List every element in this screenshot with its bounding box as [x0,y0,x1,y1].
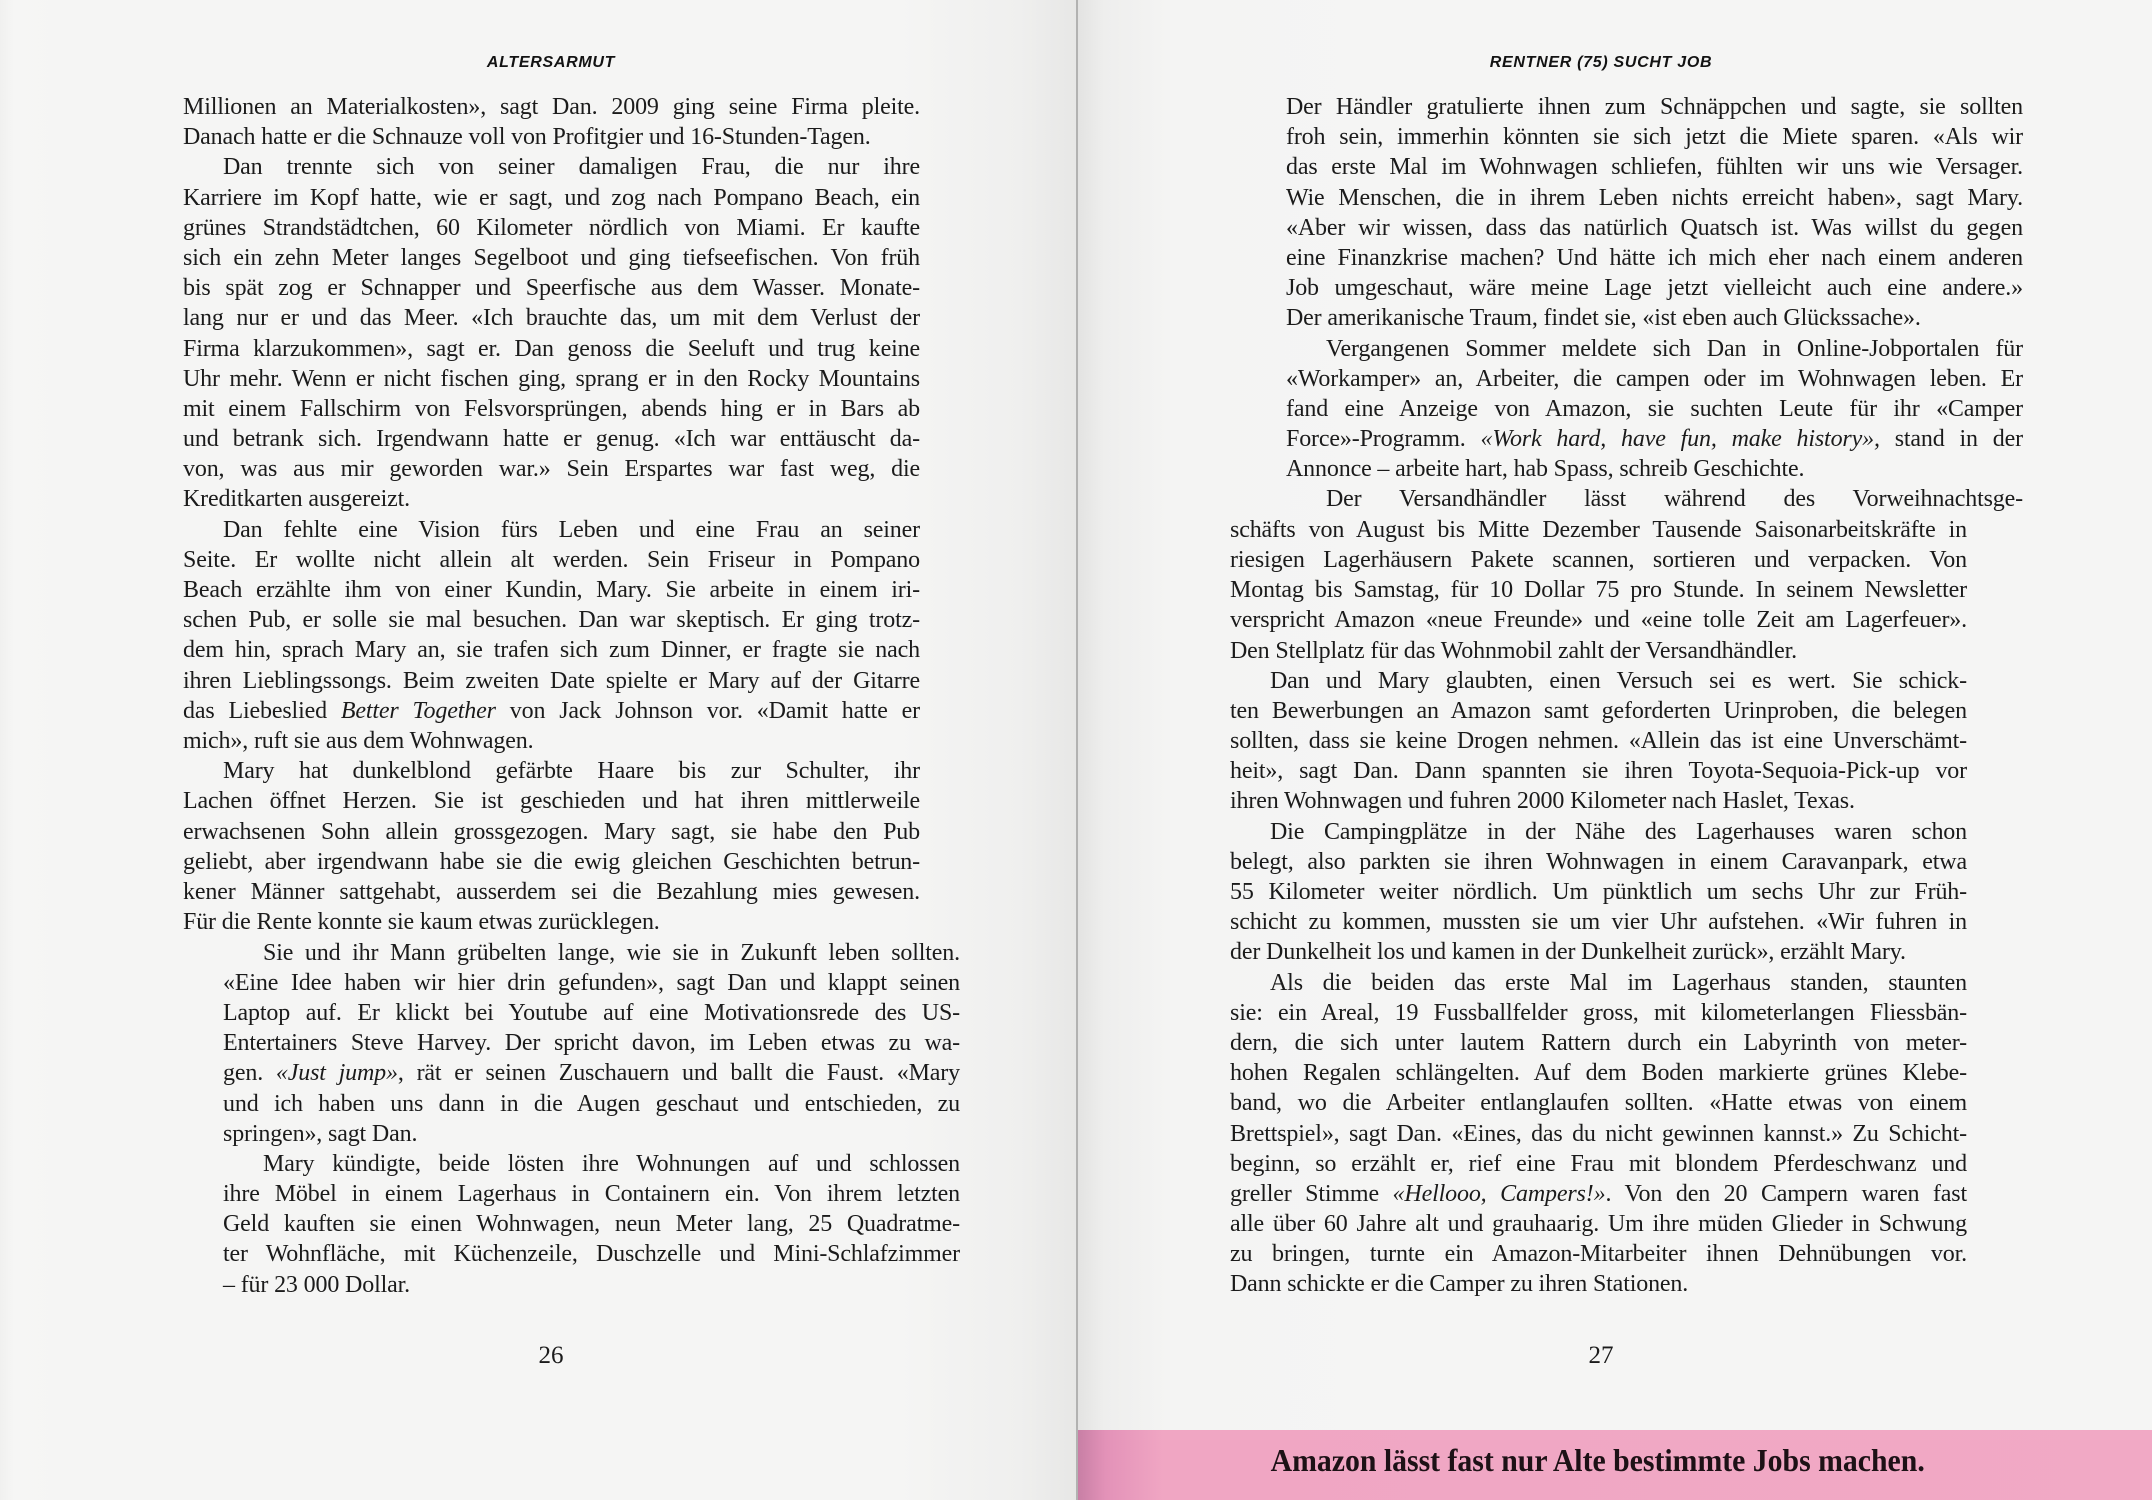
text-line: zu bringen, turnte ein Amazon-Mitarbeiter ihnen Dehnübungen vor. [1230,1241,1967,1268]
text-line: Der amerikanische Traum, findet sie, «ist eben auch Glückssache». [1286,305,1921,332]
caption-banner [1078,1430,2152,1500]
text-line: ihren Lieblingssongs. Beim zweiten Date spielte er Mary auf der Gitarre [183,667,920,694]
text-line: Für die Rente konnte sie kaum etwas zurücklegen. [183,909,660,936]
text-line: Force»-Programm. «Work hard, have fun, make history», stand in der [1286,426,2023,453]
text-line: hohen Regalen schlängelten. Auf dem Boden markierte grünes Klebe- [1230,1060,1967,1087]
text-line: Kreditkarten ausgereizt. [183,486,410,513]
text-block-left-upper [183,92,920,937]
text-line: ter Wohnfläche, mit Küchenzeile, Duschzelle und Mini-Schlafzimmer [223,1241,960,1268]
text-line: belegt, also parkten sie ihren Wohnwagen in einem Caravanpark, etwa [1230,848,1967,875]
text-line: lang nur er und das Meer. «Ich brauchte das, um mit dem Verlust der [183,305,920,332]
text-line: ihre Möbel in einem Lagerhaus in Containern ein. Von ihrem letzten [223,1181,960,1208]
page-number-left: 26 [538,1342,564,1369]
text-line: Uhr mehr. Wenn er nicht fischen ging, sprang er in den Rocky Mountains [183,365,920,392]
text-line: geliebt, aber irgendwann habe sie die ewig gleichen Geschichten betrun- [183,848,920,875]
text-line: sie: ein Areal, 19 Fussballfelder gross, mit kilometerlangen Fliessbän- [1230,999,1967,1026]
text-line: Dan fehlte eine Vision fürs Leben und eine Frau an seiner [223,516,920,543]
text-line: Wie Menschen, die in ihrem Leben nichts erreicht haben», sagt Mary. [1286,184,2023,211]
page-number-right: 27 [1588,1342,1614,1369]
text-line: Millionen an Materialkosten», sagt Dan. 2009 ging seine Firma pleite. [183,94,920,120]
text-line: greller Stimme «Hellooo, Campers!». Von den 20 Campern waren fast [1230,1180,1967,1207]
text-line: Mary hat dunkelblond gefärbte Haare bis zur Schulter, ihr [223,758,920,785]
text-line: Dan und Mary glaubten, einen Versuch sei es wert. Sie schick- [1270,667,1967,694]
text-line: sollten, dass sie keine Drogen nehmen. «Allein das ist eine Unverschämt- [1230,728,1967,755]
text-line: sich ein zehn Meter langes Segelboot und ging tiefseefischen. Von früh [183,244,920,271]
text-line: Der Händler gratulierte ihnen zum Schnäppchen und sagte, sie sollten [1286,94,2023,120]
text-line: dem hin, sprach Mary an, sie trafen sich zum Dinner, er fragte sie nach [183,637,920,664]
text-line: heit», sagt Dan. Dann spannten sie ihren Toyota-Sequoia-Pick-up vor [1230,758,1967,785]
text-line: das erste Mal im Wohnwagen schliefen, fühlten wir uns wie Versager. [1286,154,2023,181]
text-line: froh sein, immerhin könnten sie sich jetzt die Miete sparen. «Als wir [1286,124,2023,151]
text-line: Sie und ihr Mann grübelten lange, wie sie in Zukunft leben sollten. [263,939,960,966]
text-line: bis spät zog er Schnapper und Speerfische aus dem Wasser. Monate- [183,275,920,302]
text-line: alle über 60 Jahre alt und grauhaarig. Um ihre müden Glieder in Schwung [1230,1211,1967,1238]
text-line: «Aber wir wissen, dass das natürlich Quatsch ist. Was willst du gegen [1286,214,2023,241]
text-line: Der Versandhändler lässt während des Vorweihnachtsge- [1326,486,2023,513]
text-line: Laptop auf. Er klickt bei Youtube auf eine Motivationsrede des US- [223,999,960,1026]
text-line: und betrank sich. Irgendwann hatte er genug. «Ich war enttäuscht da- [183,426,920,453]
text-line: Brettspiel», sagt Dan. «Eines, das du nicht gewinnen kannst.» Zu Schicht- [1230,1120,1967,1147]
text-line: «Workamper» an, Arbeiter, die campen oder im Wohnwagen leben. Er [1286,365,2023,392]
text-block-left-lower [223,938,960,1300]
text-line: Montag bis Samstag, für 10 Dollar 75 pro Stunde. In seinem Newsletter [1230,577,1967,604]
text-line: der Dunkelheit los und kamen in der Dunkelheit zurück», erzählt Mary. [1230,939,1906,966]
text-line: von, was aus mir geworden war.» Sein Erspartes war fast weg, die [183,456,920,483]
text-line: Firma klarzukommen», sagt er. Dan genoss die Seeluft und trug keine [183,335,920,362]
text-line: band, wo die Arbeiter entlanglaufen sollten. «Hatte etwas von einem [1230,1090,1967,1117]
text-line: springen», sagt Dan. [223,1120,418,1147]
text-line: 55 Kilometer weiter nördlich. Um pünktlich um sechs Uhr zur Früh- [1230,879,1967,906]
text-line: erwachsenen Sohn allein grossgezogen. Mary sagt, sie habe den Pub [183,818,920,845]
text-block-right-lower [1230,515,1967,1300]
text-line: Die Campingplätze in der Nähe des Lagerhauses waren schon [1270,818,1967,845]
text-line: Job umgeschaut, wäre meine Lage jetzt vielleicht auch eine andere.» [1286,275,2023,302]
text-line: gen. «Just jump», rät er seinen Zuschauern und ballt die Faust. «Mary [223,1060,960,1087]
text-line: schicht zu kommen, mussten sie um vier Uhr aufstehen. «Wir fuhren in [1230,909,1967,936]
running-head-right: RENTNER (75) SUCHT JOB [1489,54,1713,71]
text-line: eine Finanzkrise machen? Und hätte ich mich eher nach einem anderen [1286,244,2023,271]
caption-banner-text: Amazon lässt fast nur Alte bestimmte Jobs machen. [1270,1441,1926,1478]
text-line: grünes Strandstädtchen, 60 Kilometer nördlich von Miami. Er kaufte [183,214,920,241]
text-line: riesigen Lagerhäusern Pakete scannen, sortieren und verpacken. Von [1230,546,1967,573]
text-line: ten Bewerbungen an Amazon samt geforderten Urinproben, die belegen [1230,697,1967,724]
text-line: Den Stellplatz für das Wohnmobil zahlt der Versandhändler. [1230,637,1798,664]
text-line: Dann schickte er die Camper zu ihren Stationen. [1230,1271,1689,1298]
text-line: mich», ruft sie aus dem Wohnwagen. [183,727,534,754]
text-line: Beach erzählte ihm von einer Kundin, Mary. Sie arbeite in einem iri- [183,577,920,603]
text-line: Geld kauften sie einen Wohnwagen, neun Meter lang, 25 Quadratme- [223,1211,960,1238]
text-line: – für 23 000 Dollar. [223,1271,410,1298]
text-line: und ich haben uns dann in die Augen geschaut und entschieden, zu [223,1090,960,1117]
running-head-left: ALTERSARMUT [486,54,616,71]
text-line: Mary kündigte, beide lösten ihre Wohnungen auf und schlossen [263,1150,960,1177]
text-line: kener Männer sattgehabt, ausserdem sei die Bezahlung mies gewesen. [183,878,920,905]
text-line: schäfts von August bis Mitte Dezember Tausende Saisonarbeitskräfte in [1230,516,1967,543]
text-line: beginn, so erzählt er, rief eine Frau mit blondem Pferdeschwanz und [1230,1150,1967,1177]
text-line: «Eine Idee haben wir hier drin gefunden», sagt Dan und klappt seinen [223,969,960,996]
text-line: dern, die sich unter lautem Rattern durch ein Labyrinth von meter- [1230,1029,1967,1056]
text-line: Lachen öffnet Herzen. Sie ist geschieden und hat ihren mittlerweile [183,788,920,815]
text-line: fand eine Anzeige von Amazon, sie suchten Leute für ihr «Camper [1286,395,2023,422]
text-line: das Liebeslied Better Together von Jack Johnson vor. «Damit hatte er [183,697,920,724]
text-line: verspricht Amazon «neue Freunde» und «eine tolle Zeit am Lagerfeuer». [1230,607,1967,634]
text-line: mit einem Fallschirm von Felsvorsprüngen, abends hing er in Bars ab [183,395,920,422]
text-line: Annonce – arbeite hart, hab Spass, schreib Geschichte. [1286,456,1805,483]
text-block-right-upper [1286,92,2023,515]
text-line: ihren Wohnwagen und fuhren 2000 Kilometer nach Haslet, Texas. [1230,788,1855,815]
text-line: Entertainers Steve Harvey. Der spricht davon, im Leben etwas zu wa- [223,1030,960,1057]
text-line: schen Pub, er solle sie mal besuchen. Dan war skeptisch. Er ging trotz- [183,607,920,634]
text-line: Dan trennte sich von seiner damaligen Frau, die nur ihre [223,154,920,181]
text-line: Seite. Er wollte nicht allein alt werden. Sein Friseur in Pompano [183,546,920,573]
text-line: Danach hatte er die Schnauze voll von Profitgier und 16-Stunden-Tagen. [183,124,871,151]
text-line: Vergangenen Sommer meldete sich Dan in Online-Jobportalen für [1326,335,2023,362]
text-line: Als die beiden das erste Mal im Lagerhaus standen, staunten [1270,969,1967,996]
gutter-fold [1076,0,1078,1500]
text-line: Karriere im Kopf hatte, wie er sagt, und zog nach Pompano Beach, ein [183,184,920,211]
